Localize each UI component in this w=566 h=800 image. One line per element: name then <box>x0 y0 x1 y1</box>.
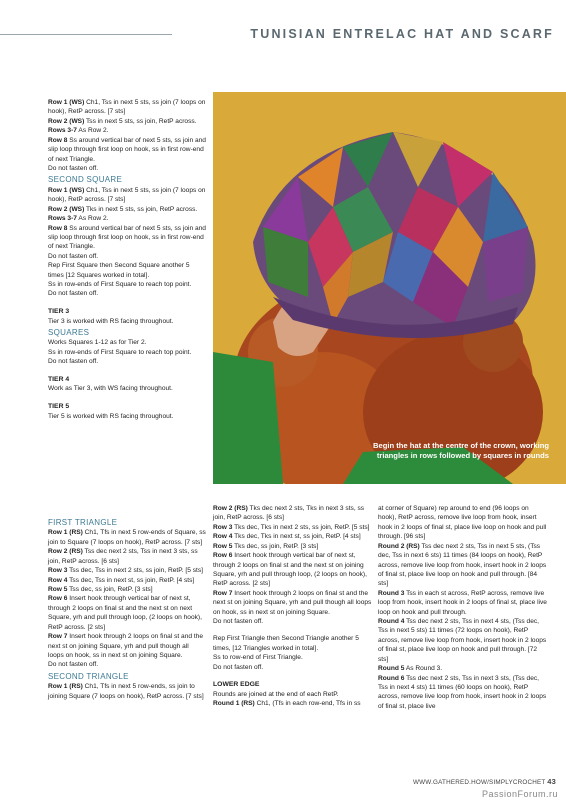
spacer <box>213 626 373 634</box>
row-label: Row 4 <box>48 576 68 584</box>
section-heading: FIRST TRIANGLE <box>48 518 118 527</box>
row-label: Row 1 (WS) <box>48 186 85 194</box>
instruction-line: Do not fasten off. <box>48 358 99 366</box>
section-heading: SECOND SQUARE <box>48 175 123 185</box>
instruction-line: Row 1 (RS) Ch1, Tfs in next 5 row-ends of Square, ss join to Square (7 loops on hook), RetP across. [7 sts] <box>48 529 206 546</box>
row-label: Row 3 <box>48 567 68 575</box>
instruction-line: Row 2 (WS) Tss in next 5 sts, ss join, RetP across. <box>48 117 197 125</box>
instruction-line: Work as Tier 3, with WS facing throughout. <box>48 385 173 393</box>
row-label: Row 2 (RS) <box>213 505 248 512</box>
hat-photo <box>213 92 566 484</box>
watermark: PassionForum.ru <box>481 789 558 799</box>
row-label: Row 8 <box>48 224 68 232</box>
row-label: Row 1 (RS) <box>48 683 83 691</box>
header-rule <box>0 34 172 35</box>
tier-heading: LOWER EDGE <box>213 681 260 689</box>
row-label: Row 6 <box>48 595 68 603</box>
instruction-line: Round 1 (RS) Ch1, (Tfs in each row-end, Tfs in ss <box>213 700 361 708</box>
tier-heading: TIER 4 <box>48 375 70 383</box>
instruction-line: Row 4 Tss dec, Tss in next st, ss join, RetP. [4 sts] <box>48 576 195 584</box>
row-label: Round 4 <box>378 618 405 626</box>
tier-heading: TIER 3 <box>48 307 70 315</box>
row-label: Row 6 <box>213 552 233 560</box>
instruction-line: Rows 3-7 As Row 2. <box>48 215 109 223</box>
instruction-line: Row 4 Tks dec, Tks in next st, ss join, RetP. [4 sts] <box>213 533 361 541</box>
instruction-line: Row 8 Ss around vertical bar of next 5 sts, ss join and slip loop through first loop on hook, ss in first row-end of next Triangle. <box>48 136 206 163</box>
footer-url[interactable]: WWW.GATHERED.HOW/SIMPLYCROCHET <box>413 779 546 786</box>
column-1 <box>48 98 206 421</box>
instruction-line: Row 5 Tss dec, ss join, RetP. [3 sts] <box>48 585 153 593</box>
row-label: Round 1 (RS) <box>213 700 255 708</box>
instruction-line: Tier 5 is worked with RS facing throughout. <box>48 412 174 420</box>
instruction-line: Tier 3 is worked with RS facing throughout. <box>48 317 174 325</box>
instruction-line: Row 1 (WS) Ch1, Tss in next 5 sts, ss join (7 loops on hook), RetP across. [7 sts] <box>48 186 206 204</box>
row-label: Row 1 (WS) <box>48 99 85 106</box>
instruction-line: Round 4 Tss dec next 2 sts, Tss in next 4 sts, (Tss dec, Tss in next 5 sts) 11 times (72 loops on hook), RetP across, remove live loop from hook, insert hook in 2 loops of final st, place live loop on hook and pull through. [72 sts] <box>378 618 547 663</box>
instruction-line: Do not fasten off. <box>48 661 99 669</box>
tier-heading: TIER 5 <box>48 402 70 410</box>
instruction-line: Row 3 Tks dec, Tks in next 2 sts, ss join, RetP. [5 sts] <box>213 523 370 531</box>
row-label: Row 8 <box>48 136 68 144</box>
row-label: Row 5 <box>213 542 233 550</box>
section-heading: SECOND TRIANGLE <box>48 671 129 681</box>
page-footer <box>413 777 556 786</box>
spacer <box>48 367 206 375</box>
instruction-line: Row 7 Insert hook through 2 loops on final st and the next st on joining Square, yrh and pull though all loops on hook, ss in next st on joining Square. <box>213 589 372 616</box>
spacer <box>213 672 373 680</box>
instruction-line: Works Squares 1-12 as for Tier 2. <box>48 339 147 347</box>
instruction-line: Rep First Square then Second Square another 5 times [12 Squares worked in total]. <box>48 262 190 279</box>
column-1-lower <box>48 516 206 701</box>
instruction-line: Do not fasten off. <box>48 252 99 260</box>
row-label: Row 1 (RS) <box>48 529 83 537</box>
instruction-line: Row 7 Insert hook through 2 loops on final st and the next st on joining Square, yrh and pull though all loops on hook, ss in next st on joining Square. <box>48 633 204 659</box>
instruction-line: Rounds are joined at the end of each RetP. <box>213 690 339 698</box>
instruction-line: Round 2 (RS) Tss dec next 2 sts, Tss in next 5 sts, (Tss dec, Tss in next 6 sts) 11 times (84 loops on hook), RetP across, remove live loop from hook, insert hook in 2 loops of final st, place live loop on hook and pull through. [84 sts] <box>378 542 547 588</box>
instruction-line: Do not fasten off. <box>48 290 99 298</box>
column-3 <box>378 504 548 711</box>
row-label: Row 7 <box>48 633 68 641</box>
row-label: Round 2 (RS) <box>378 542 420 550</box>
instruction-line: Rows 3-7 As Row 2. <box>48 127 109 135</box>
row-label: Row 7 <box>213 589 233 597</box>
instruction-line: Ss in row-ends of First Square to reach top point. <box>48 348 192 356</box>
row-label: Row 2 (WS) <box>48 117 85 125</box>
instruction-line: Row 6 Insert hook through vertical bar of next st, through 2 loops on final st and the next st on joining Square, yrh and pull through loop, (2 loops on hook), RetP across. [2 sts] <box>213 552 367 588</box>
instruction-line: Ss in row-ends of First Square to reach top point. <box>48 281 192 289</box>
instruction-line: Row 6 Insert hook through vertical bar of next st, through 2 loops on final st and the next st on next Square, yrh and pull through loop, (2 loops on hook), RetP across. [2 sts] <box>48 595 202 631</box>
instruction-line: Round 6 Tss dec next 2 sts, Tss in next 3 sts, (Tss dec, Tss in next 4 sts) 11 times (60 loops on hook), RetP across, remove live loop from hook, insert hook in 2 loops of final st, place live <box>378 674 547 710</box>
row-label: Round 6 <box>378 674 405 682</box>
instruction-line: Do not fasten off. <box>48 164 99 172</box>
instruction-line: Do not fasten off. <box>213 663 264 671</box>
instruction-line: Round 5 As Round 3. <box>378 665 443 673</box>
spacer <box>48 299 206 307</box>
instruction-line: Row 2 (RS) Tks dec next 2 sts, Tks in next 3 sts, ss join, RetP across. [6 sts] <box>213 505 365 522</box>
row-label: Row 3 <box>213 523 233 531</box>
row-label: Rows 3-7 <box>48 215 77 223</box>
spacer <box>48 394 206 402</box>
row-label: Row 4 <box>213 533 233 541</box>
instruction-line: Row 1 (RS) Ch1, Tfs in next 5 row-ends, ss join to joining Square (7 loops on hook), RetP across. [7 sts] <box>48 683 204 700</box>
instruction-line: Row 8 Ss around vertical bar of next 5 sts, ss join and slip loop through first loop on hook, ss in first row-end of next Triangle. <box>48 224 206 251</box>
row-label: Row 5 <box>48 585 68 593</box>
row-label: Round 5 <box>378 665 405 673</box>
column-2 <box>213 504 373 709</box>
instruction-line: at corner of Square) rep around to end (96 loops on hook), RetP across, remove live loop from hook, insert hook in 2 loops of final st, place live loop on hook and pull through. [96 sts] <box>378 505 547 541</box>
photo-caption: Begin the hat at the centre of the crown, working triangles in rows followed by squares in rounds <box>373 441 549 461</box>
row-label: Round 3 <box>378 589 405 597</box>
instruction-line: Row 1 (WS) Ch1, Tss in next 5 sts, ss join (7 loops on hook), RetP across. [7 sts] <box>48 99 206 116</box>
row-label: Row 2 (RS) <box>48 548 83 556</box>
instruction-line: Row 2 (RS) Tss dec next 2 sts, Tss in next 3 sts, ss join, RetP across. [6 sts] <box>48 548 198 565</box>
instruction-line: Row 5 Tks dec, ss join, RetP. [3 sts] <box>213 542 319 550</box>
instruction-line: Round 3 Tss in each st across, RetP across, remove live loop from hook, insert hook in 2 loops of final st, place live loop on hook and pull through. <box>378 589 547 616</box>
instruction-line: Row 2 (WS) Tks in next 5 sts, ss join, RetP across. <box>48 205 198 213</box>
page-header-title: TUNISIAN ENTRELAC HAT AND SCARF <box>250 27 554 41</box>
instruction-line: Row 3 Tss dec, Tss in next 2 sts, ss join, RetP. [5 sts] <box>48 567 204 575</box>
row-label: Rows 3-7 <box>48 127 77 135</box>
section-heading: SQUARES <box>48 328 90 338</box>
instruction-line: Do not fasten off. <box>213 618 264 626</box>
instruction-line: Ss to row-end of First Triangle. <box>213 654 303 662</box>
row-label: Row 2 (WS) <box>48 205 85 213</box>
page-number: 43 <box>547 777 556 786</box>
instruction-line: Rep First Triangle then Second Triangle another 5 times, [12 Triangles worked in total]. <box>213 635 359 652</box>
